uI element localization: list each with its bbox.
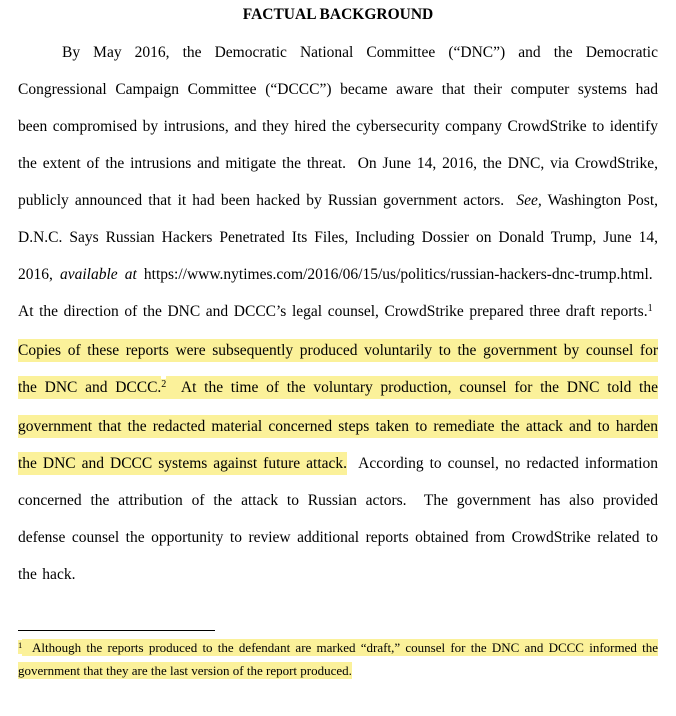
- text-run: By May 2016, the Democratic National Committee (“DNC”) and the Democratic Congressional Campaign Committee (“DCCC”) became aware that their computer systems had been compromised by intrusions, and they hired the cybersecurity company CrowdStrike to identify the extent of the intrusions and mitigate the threat. On June 14, 2016, the DNC, via CrowdStrike, publicly announced that it had been hacked by Russian government actors.: [18, 44, 658, 209]
- text-run: https://www.nytimes.com/2016/06/15/us/politics/russian-hackers-dnc-trump.html. At the direction of the DNC and DCCC’s legal counsel, CrowdStrike prepared three draft reports.: [18, 266, 658, 320]
- text-run: available at: [59, 266, 137, 283]
- text-run: Copies of these reports were subsequently produced voluntarily to the government by counsel for the DNC and DCCC.: [18, 339, 658, 399]
- footnote-ref-1: 1: [647, 303, 653, 315]
- text-run: Washington Post, D.N.C. Says Russian Hackers Penetrated Its Files, Including Dossier on Donald Trump, June 14, 2016,: [18, 192, 659, 283]
- text-run: Although the reports produced to the defendant are marked “draft,” counsel for the DNC and DCCC informed the government that they are the last version of the report produced.: [18, 640, 658, 678]
- text-run: See,: [516, 192, 542, 209]
- text-run: [653, 303, 658, 320]
- section-title: FACTUAL BACKGROUND: [242, 6, 434, 23]
- footnote-separator: [18, 630, 215, 631]
- text-run: At the time of the voluntary production, counsel for the DNC told the government that the redacted material concerned steps taken to remediate the attack and to harden the DNC and DCCC systems against future attack.: [18, 376, 658, 475]
- text-run: According to counsel, no redacted information concerned the attribution of the attack to Russian actors. The government has also provided defense counsel the opportunity to review additional reports obtained from CrowdStrike related to the hack.: [18, 455, 658, 583]
- footnote-number: 1: [18, 640, 22, 654]
- footnote-paragraph: [18, 637, 658, 681]
- body-paragraph: [18, 34, 658, 593]
- footnote-ref-2: 2: [161, 379, 166, 399]
